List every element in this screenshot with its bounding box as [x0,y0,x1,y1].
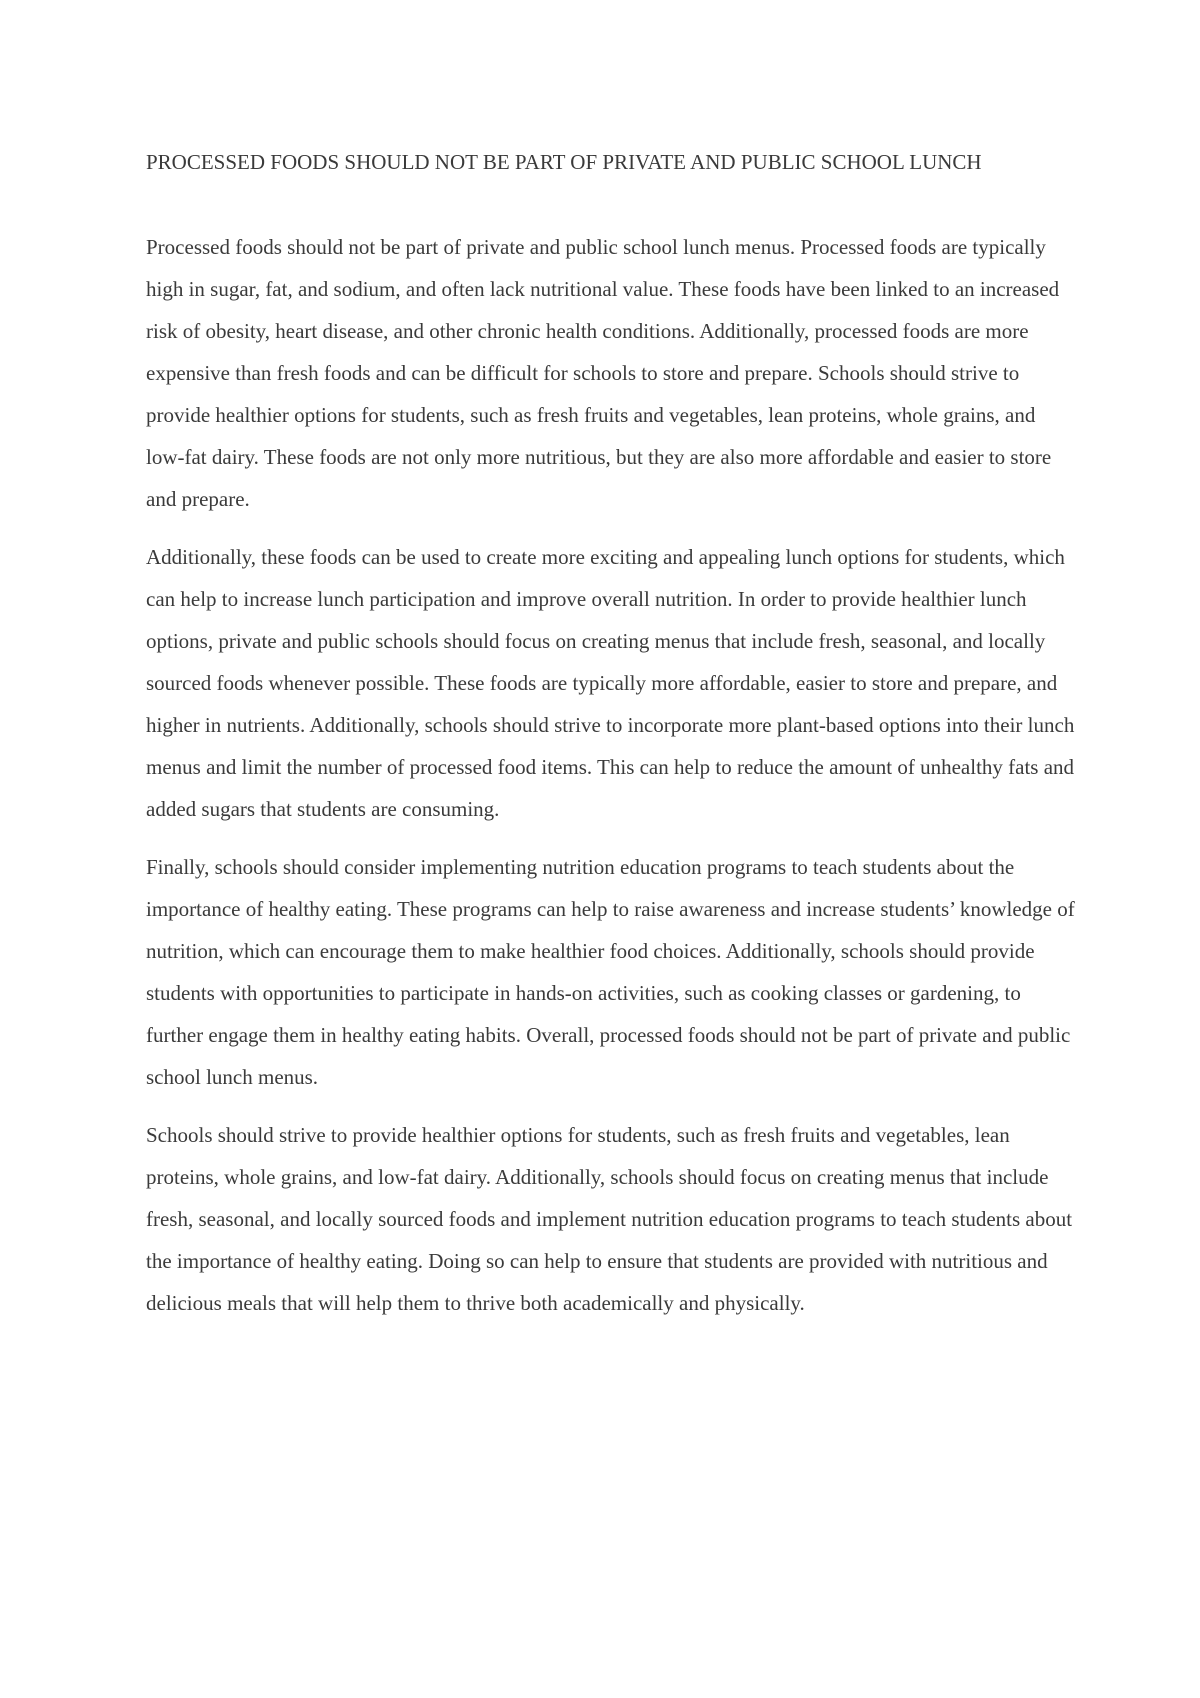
document-body [146,141,1076,1340]
paragraph-4: Schools should strive to provide healthier options for students, such as fresh fruits and vegetables, lean proteins, whole grains, and low-fat dairy. Additionally, schools should focus on creating menus that include fresh, seasonal, and locally sourced foods and implement nutrition education programs to teach students about the importance of healthy eating. Doing so can help to ensure that students are provided with nutritious and delicious meals that will help them to thrive both academically and physically. [146,1123,1073,1315]
paragraph-1: Processed foods should not be part of private and public school lunch menus. Processed foods are typically high in sugar, fat, and sodium, and often lack nutritional value. These foods have been linked to an increased risk of obesity, heart disease, and other chronic health conditions. Additionally, processed foods are more expensive than fresh foods and can be difficult for schools to store and prepare. Schools should strive to provide healthier options for students, such as fresh fruits and vegetables, lean proteins, whole grains, and low-fat dairy. These foods are not only more nutritious, but they are also more affordable and easier to store and prepare. [146,235,1060,511]
document-title: PROCESSED FOODS SHOULD NOT BE PART OF PRIVATE AND PUBLIC SCHOOL LUNCH [146,150,982,174]
paragraph-3: Finally, schools should consider implementing nutrition education programs to teach students about the importance of healthy eating. These programs can help to raise awareness and increase students’ knowledge of nutrition, which can encourage them to make healthier food choices. Additionally, schools should provide students with opportunities to participate in hands-on activities, such as cooking classes or gardening, to further engage them in healthy eating habits. Overall, processed foods should not be part of private and public school lunch menus. [146,855,1075,1089]
paragraph-2: Additionally, these foods can be used to create more exciting and appealing lunch options for students, which can help to increase lunch participation and improve overall nutrition. In order to provide healthier lunch options, private and public schools should focus on creating menus that include fresh, seasonal, and locally sourced foods whenever possible. These foods are typically more affordable, easier to store and prepare, and higher in nutrients. Additionally, schools should strive to incorporate more plant-based options into their lunch menus and limit the number of processed food items. This can help to reduce the amount of unhealthy fats and added sugars that students are consuming. [146,545,1075,821]
